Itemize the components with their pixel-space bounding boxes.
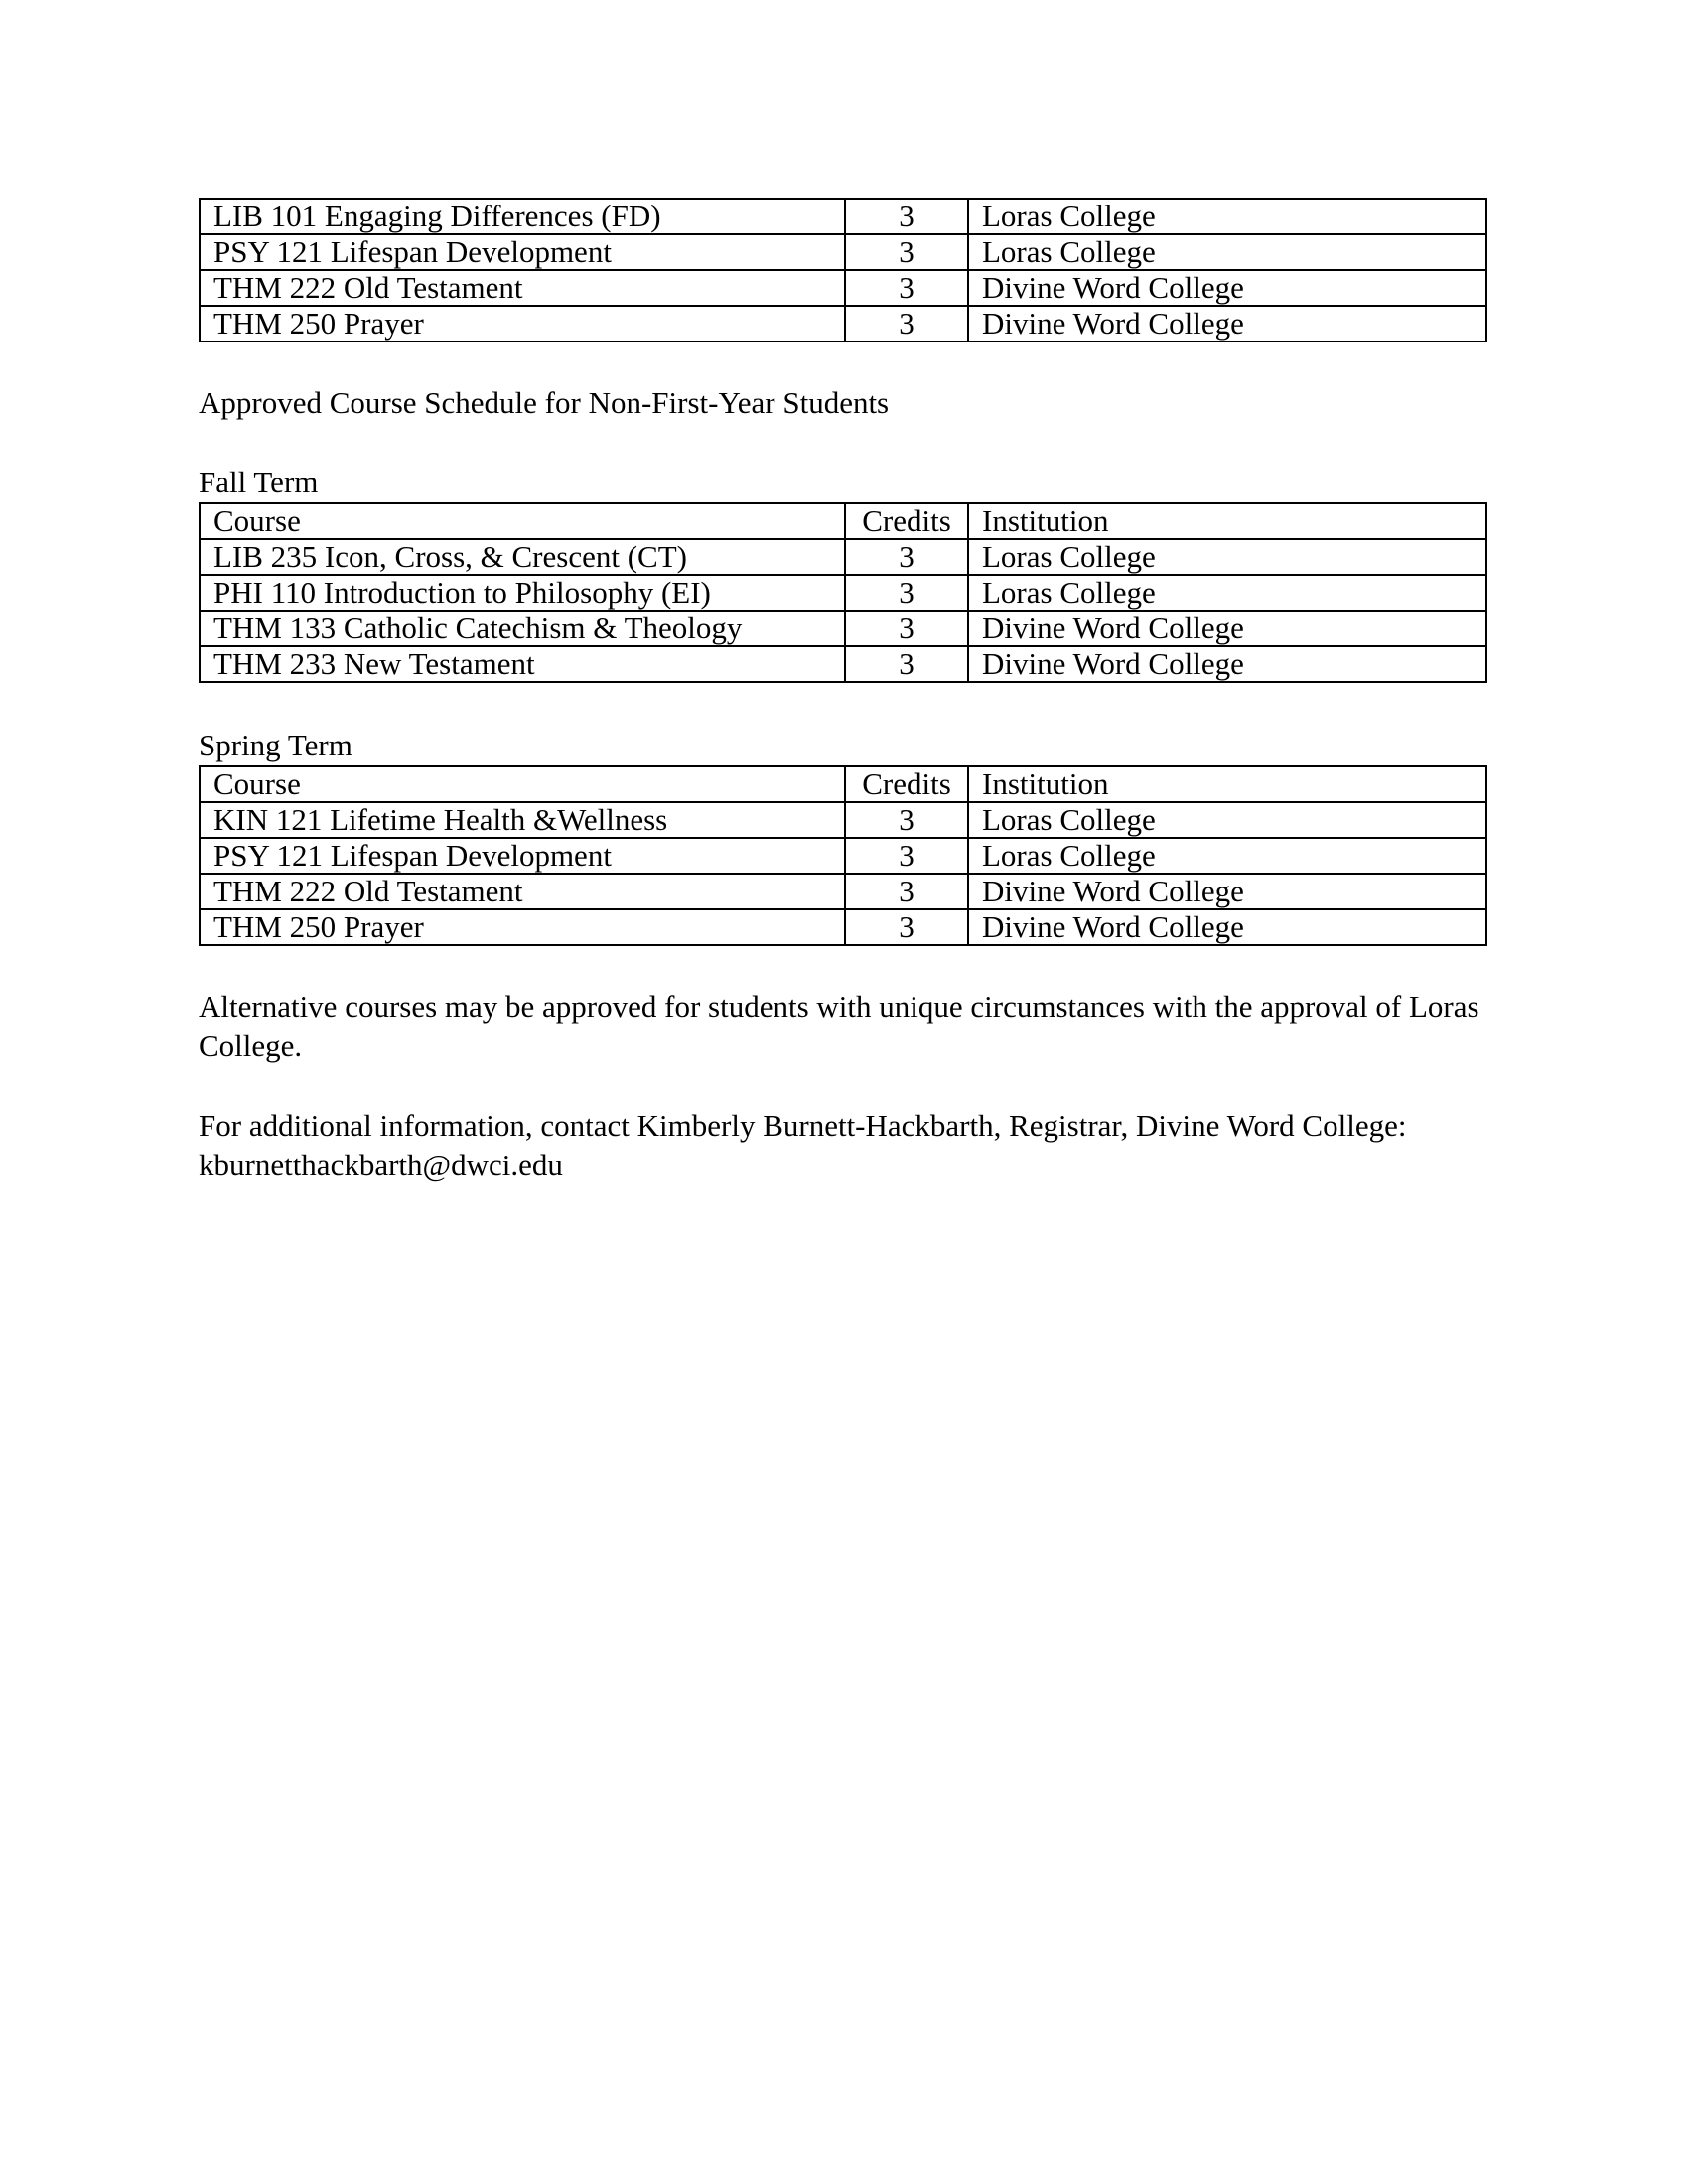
course-cell: THM 222 Old Testament [200, 270, 845, 306]
table-row [200, 575, 1486, 611]
table-row [200, 199, 1486, 234]
contact-email[interactable]: kburnetthackbarth@dwci.edu [199, 1148, 563, 1182]
course-cell: PSY 121 Lifespan Development [200, 838, 845, 874]
credits-cell: 3 [845, 306, 968, 341]
table-row [200, 306, 1486, 341]
course-cell: PHI 110 Introduction to Philosophy (EI) [200, 575, 845, 611]
column-header-course: Course [200, 766, 845, 802]
institution-cell: Loras College [968, 802, 1486, 838]
credits-cell: 3 [845, 802, 968, 838]
institution-cell: Loras College [968, 199, 1486, 234]
spring-term-table [199, 765, 1487, 946]
credits-cell: 3 [845, 909, 968, 945]
course-cell: THM 250 Prayer [200, 306, 845, 341]
institution-cell: Loras College [968, 539, 1486, 575]
course-cell: LIB 235 Icon, Cross, & Crescent (CT) [200, 539, 845, 575]
alternative-courses-note-line1: Alternative courses may be approved for students with unique circumstances with the approval of Loras [199, 989, 1479, 1024]
institution-cell: Loras College [968, 838, 1486, 874]
table-row [200, 646, 1486, 682]
institution-cell: Loras College [968, 575, 1486, 611]
spring-term-heading: Spring Term [199, 728, 352, 762]
column-header-credits: Credits [845, 766, 968, 802]
course-cell: LIB 101 Engaging Differences (FD) [200, 199, 845, 234]
credits-cell: 3 [845, 539, 968, 575]
credits-cell: 3 [845, 234, 968, 270]
table-header-row [200, 503, 1486, 539]
institution-cell: Divine Word College [968, 270, 1486, 306]
column-header-credits: Credits [845, 503, 968, 539]
column-header-institution: Institution [968, 766, 1486, 802]
credits-cell: 3 [845, 874, 968, 909]
table-row [200, 874, 1486, 909]
credits-cell: 3 [845, 646, 968, 682]
table-row [200, 802, 1486, 838]
table-row [200, 270, 1486, 306]
course-cell: THM 250 Prayer [200, 909, 845, 945]
institution-cell: Divine Word College [968, 874, 1486, 909]
table-row [200, 234, 1486, 270]
credits-cell: 3 [845, 611, 968, 646]
institution-cell: Divine Word College [968, 646, 1486, 682]
credits-cell: 3 [845, 199, 968, 234]
institution-cell: Divine Word College [968, 909, 1486, 945]
credits-cell: 3 [845, 575, 968, 611]
fall-term-table [199, 502, 1487, 683]
credits-cell: 3 [845, 838, 968, 874]
course-cell: PSY 121 Lifespan Development [200, 234, 845, 270]
table-row [200, 611, 1486, 646]
alternative-courses-note-line2: College. [199, 1028, 303, 1063]
column-header-course: Course [200, 503, 845, 539]
table-row [200, 539, 1486, 575]
table-row [200, 838, 1486, 874]
course-cell: THM 133 Catholic Catechism & Theology [200, 611, 845, 646]
fall-term-heading: Fall Term [199, 465, 319, 499]
table-row [200, 909, 1486, 945]
institution-cell: Divine Word College [968, 306, 1486, 341]
table-header-row [200, 766, 1486, 802]
institution-cell: Divine Word College [968, 611, 1486, 646]
course-cell: THM 233 New Testament [200, 646, 845, 682]
column-header-institution: Institution [968, 503, 1486, 539]
course-cell: KIN 121 Lifetime Health &Wellness [200, 802, 845, 838]
contact-info-line1: For additional information, contact Kimberly Burnett-Hackbarth, Registrar, Divine Word College: [199, 1108, 1407, 1143]
schedule-heading: Approved Course Schedule for Non-First-Year Students [199, 385, 890, 420]
course-cell: THM 222 Old Testament [200, 874, 845, 909]
course-table-continued [199, 198, 1487, 342]
credits-cell: 3 [845, 270, 968, 306]
institution-cell: Loras College [968, 234, 1486, 270]
